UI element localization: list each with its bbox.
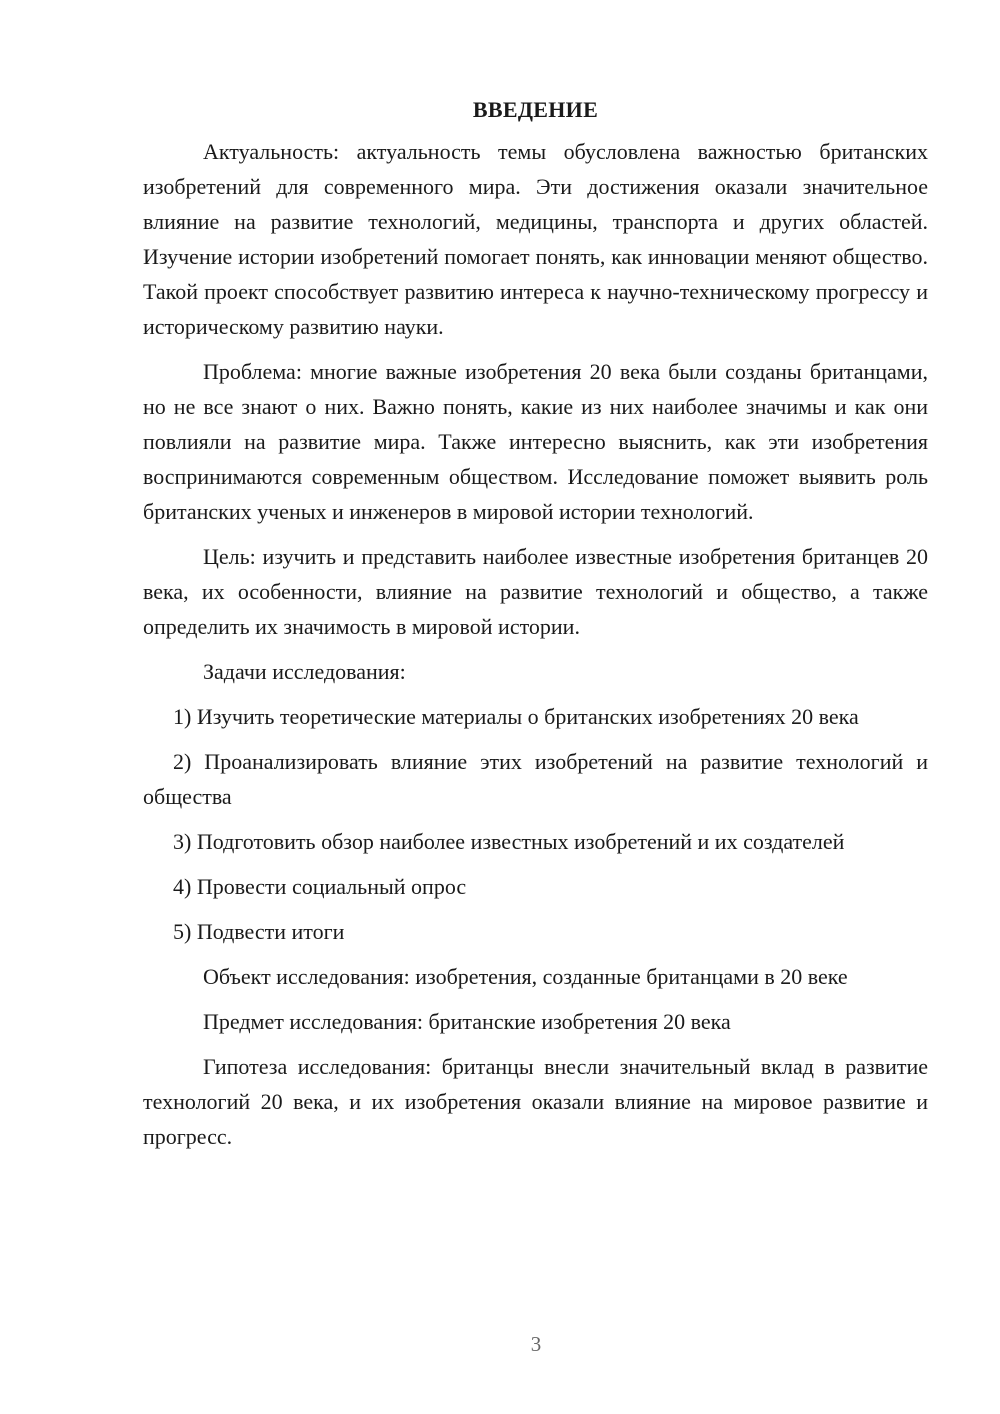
research-object: Объект исследования: изобретения, созданные британцами в 20 веке xyxy=(203,964,848,989)
task-item-1: 1) Изучить теоретические материалы о британских изобретениях 20 века xyxy=(173,704,859,729)
paragraph-relevance: Актуальность: актуальность темы обусловлена важностью британских изобретений для современного мира. Эти достижения оказали значительное влияние на развитие технологий, медицины, транспорта и других областей. Изучение истории изобретений помогает понять, как инновации меняют общество. Такой проект способствует развитию интереса к научно-техническому прогрессу и историческому развитию науки. xyxy=(143,139,928,339)
section-title: ВВЕДЕНИЕ xyxy=(472,97,599,122)
tasks-heading: Задачи исследования: xyxy=(203,659,406,684)
page-content xyxy=(143,90,928,1164)
research-hypothesis: Гипотеза исследования: британцы внесли значительный вклад в развитие технологий 20 века, и их изобретения оказали влияние на мировое развитие и прогресс. xyxy=(143,1054,928,1149)
task-item-3: 3) Подготовить обзор наиболее известных изобретений и их создателей xyxy=(173,829,845,854)
page-number: 3 xyxy=(530,1332,542,1356)
task-item-4: 4) Провести социальный опрос xyxy=(173,874,467,899)
research-subject: Предмет исследования: британские изобретения 20 века xyxy=(203,1009,731,1034)
task-item-2: 2) Проанализировать влияние этих изобретений на развитие технологий и общества xyxy=(143,749,928,809)
paragraph-goal: Цель: изучить и представить наиболее известные изобретения британцев 20 века, их особенности, влияние на развитие технологий и общество, а также определить их значимость в мировой истории. xyxy=(143,544,928,639)
paragraph-problem: Проблема: многие важные изобретения 20 века были созданы британцами, но не все знают о них. Важно понять, какие из них наиболее значимы и как они повлияли на развитие мира. Также интересно выяснить, как эти изобретения воспринимаются современным обществом. Исследование поможет выявить роль британских ученых и инженеров в мировой истории технологий. xyxy=(143,359,928,524)
task-item-5: 5) Подвести итоги xyxy=(173,919,345,944)
